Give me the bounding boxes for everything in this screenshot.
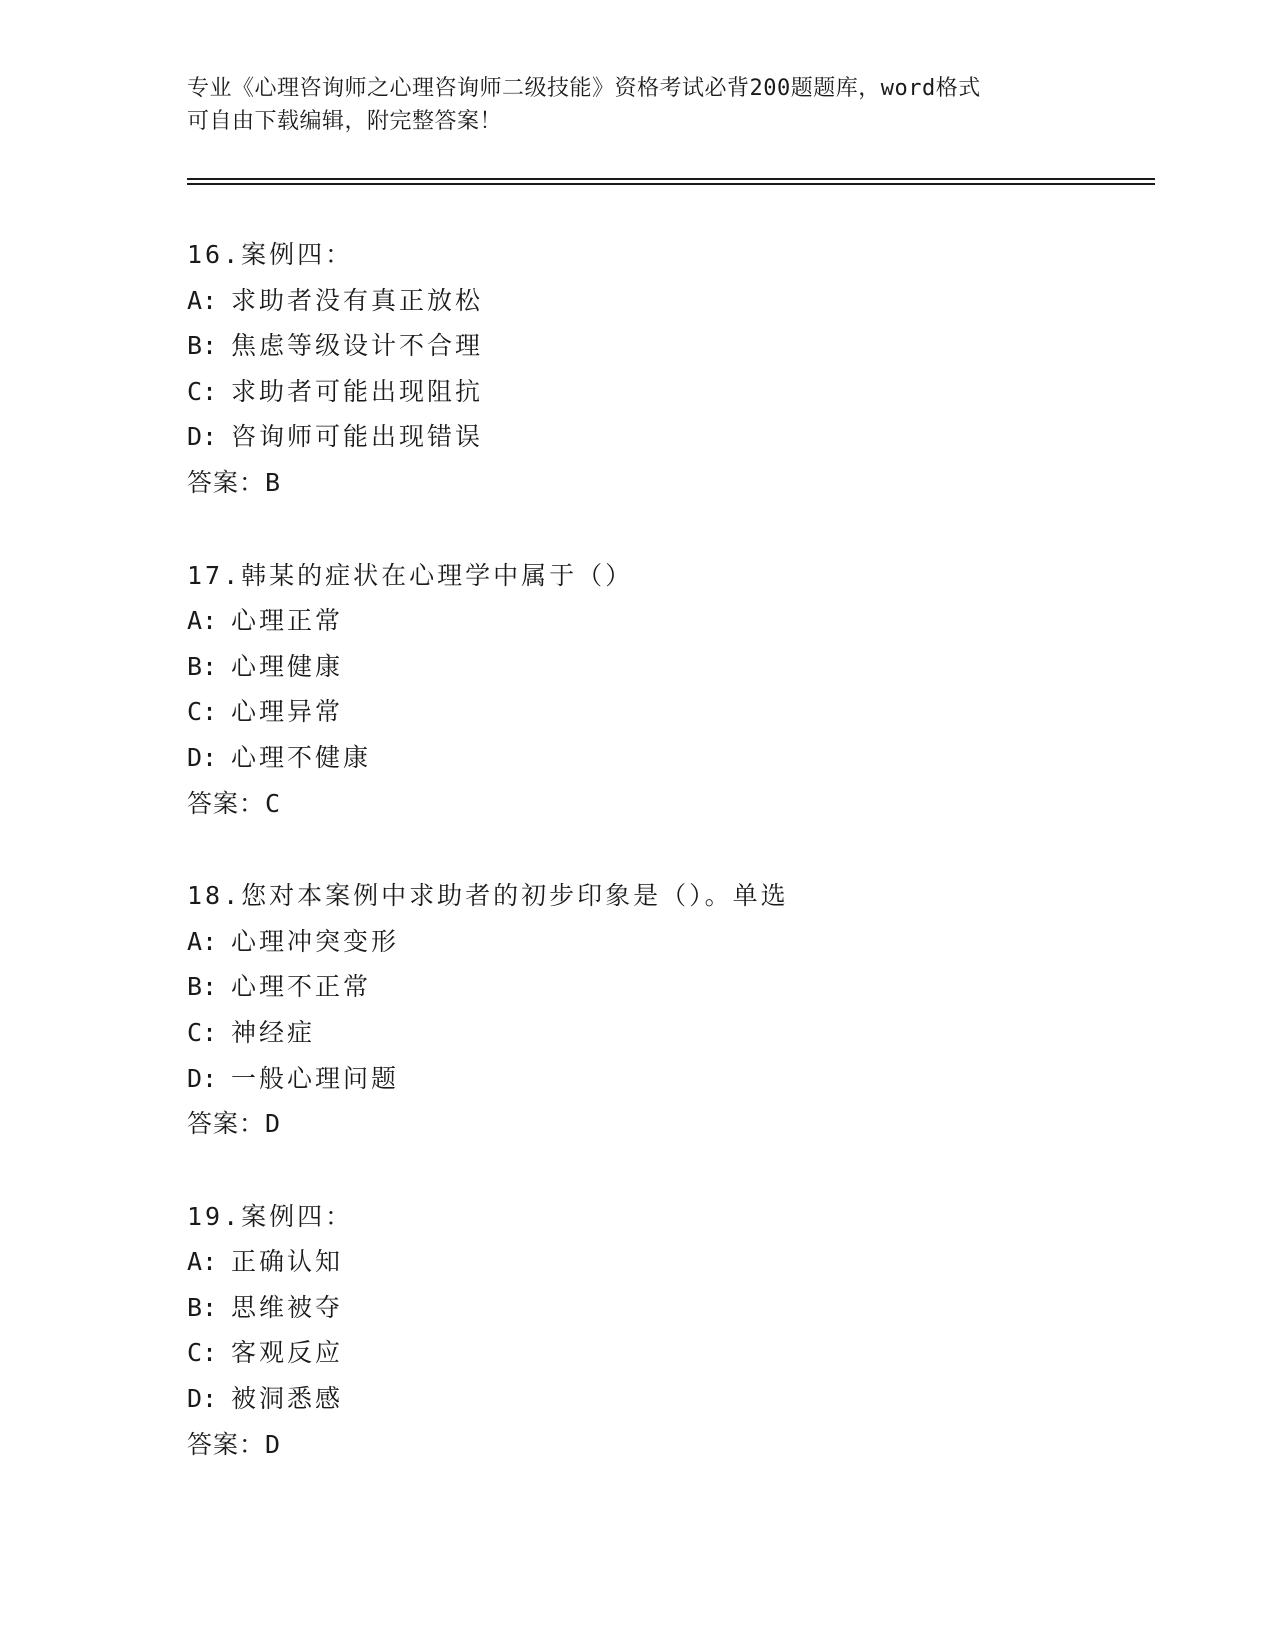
option-text: 心理不健康 bbox=[231, 742, 372, 772]
option-a bbox=[187, 278, 1147, 324]
option-key: D: bbox=[187, 422, 218, 452]
option-b bbox=[187, 323, 1147, 369]
option-text: 客观反应 bbox=[231, 1338, 344, 1368]
option-text: 心理正常 bbox=[231, 606, 344, 636]
option-key: A: bbox=[187, 1247, 218, 1277]
document-header bbox=[187, 72, 1087, 138]
header-title-line-1: 专业《心理咨询师之心理咨询师二级技能》资格考试必背200题题库，word格式 bbox=[187, 76, 981, 101]
option-d bbox=[187, 1376, 1147, 1422]
question-stem: 18.您对本案例中求助者的初步印象是（）。单选 bbox=[187, 881, 789, 911]
option-c bbox=[187, 1330, 1147, 1376]
option-a bbox=[187, 1239, 1147, 1285]
question-18 bbox=[187, 873, 1147, 1147]
answer-value: D bbox=[265, 1429, 282, 1459]
question-stem: 19.案例四： bbox=[187, 1201, 354, 1231]
answer-line bbox=[187, 460, 1147, 506]
option-text: 心理健康 bbox=[231, 651, 344, 681]
option-key: B: bbox=[187, 1292, 218, 1322]
question-stem: 16.案例四： bbox=[187, 240, 354, 269]
option-b bbox=[187, 1285, 1147, 1331]
option-d bbox=[187, 735, 1147, 781]
question-16 bbox=[187, 232, 1147, 506]
option-text: 被洞悉感 bbox=[231, 1384, 344, 1414]
answer-value: C bbox=[265, 788, 282, 818]
option-key: D: bbox=[187, 1384, 218, 1414]
option-text: 思维被夺 bbox=[231, 1292, 344, 1322]
option-c bbox=[187, 689, 1147, 735]
option-key: A: bbox=[187, 285, 218, 315]
option-text: 求助者可能出现阻抗 bbox=[231, 376, 484, 406]
option-text: 心理不正常 bbox=[231, 972, 372, 1002]
option-key: C: bbox=[187, 1338, 218, 1368]
answer-value: B bbox=[265, 467, 282, 497]
answer-label: 答案： bbox=[187, 467, 266, 497]
option-d bbox=[187, 1056, 1147, 1102]
option-key: B: bbox=[187, 651, 218, 681]
option-key: B: bbox=[187, 331, 218, 361]
option-text: 正确认知 bbox=[231, 1247, 344, 1277]
option-text: 心理冲突变形 bbox=[231, 926, 400, 956]
header-divider-top bbox=[187, 178, 1155, 180]
question-list bbox=[187, 232, 1147, 1514]
answer-line bbox=[187, 1422, 1147, 1468]
header-divider-bottom bbox=[187, 183, 1155, 185]
option-text: 焦虑等级设计不合理 bbox=[231, 331, 484, 361]
option-b bbox=[187, 644, 1147, 690]
option-text: 咨询师可能出现错误 bbox=[231, 422, 484, 452]
option-key: C: bbox=[187, 1017, 218, 1047]
answer-line bbox=[187, 1101, 1147, 1147]
option-d bbox=[187, 414, 1147, 460]
option-key: D: bbox=[187, 742, 218, 772]
option-c bbox=[187, 1010, 1147, 1056]
option-key: B: bbox=[187, 972, 218, 1002]
question-17 bbox=[187, 553, 1147, 827]
option-key: A: bbox=[187, 926, 218, 956]
header-title-line-2: 可自由下载编辑，附完整答案！ bbox=[187, 109, 503, 134]
answer-label: 答案： bbox=[187, 788, 266, 818]
option-b bbox=[187, 964, 1147, 1010]
question-stem: 17.韩某的症状在心理学中属于（） bbox=[187, 560, 634, 590]
option-c bbox=[187, 369, 1147, 415]
answer-label: 答案： bbox=[187, 1109, 266, 1139]
option-key: C: bbox=[187, 697, 218, 727]
option-text: 求助者没有真正放松 bbox=[231, 285, 484, 315]
option-text: 一般心理问题 bbox=[231, 1063, 400, 1093]
answer-line bbox=[187, 781, 1147, 827]
option-text: 心理异常 bbox=[231, 697, 344, 727]
option-text: 神经症 bbox=[231, 1017, 316, 1047]
option-key: A: bbox=[187, 606, 218, 636]
answer-value: D bbox=[265, 1109, 282, 1139]
option-key: D: bbox=[187, 1063, 218, 1093]
option-key: C: bbox=[187, 376, 218, 406]
option-a bbox=[187, 919, 1147, 965]
option-a bbox=[187, 598, 1147, 644]
answer-label: 答案： bbox=[187, 1429, 266, 1459]
question-19 bbox=[187, 1194, 1147, 1468]
